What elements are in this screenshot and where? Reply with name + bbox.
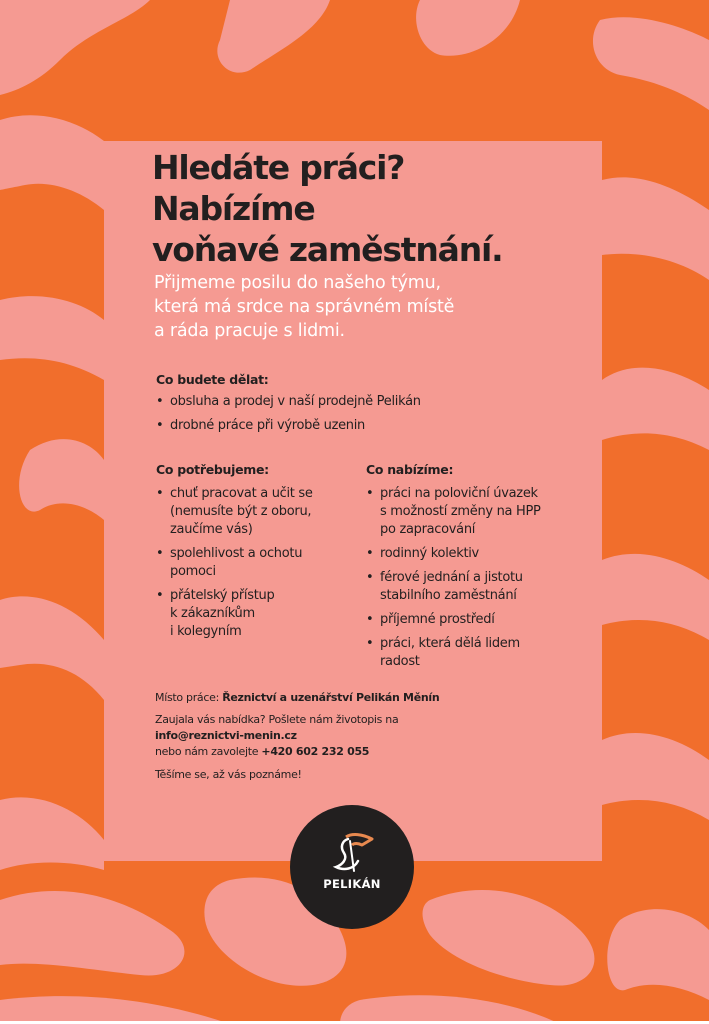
subline-line: Přijmeme posilu do našeho týmu, — [154, 273, 441, 293]
list-item: • obsluha a prodej v naší prodejně Pelikán — [156, 393, 556, 411]
list-item: • rodinný kolektiv — [366, 545, 591, 563]
workplace-line — [155, 690, 439, 706]
contact-intro: Zaujala vás nabídka? Pošlete nám životopis na — [155, 713, 399, 726]
benefits-list — [366, 485, 591, 677]
subline — [154, 271, 454, 343]
list-item: • spolehlivost a ochotu pomoci — [156, 545, 356, 581]
headline-line: Hledáte práci? — [152, 148, 405, 187]
email-link[interactable]: info@reznictvi-menin.cz — [155, 729, 297, 742]
workplace-value: Řeznictví a uzenářství Pelikán Měnín — [222, 691, 440, 704]
contact-block — [155, 712, 398, 760]
section-title-need: Co potřebujeme: — [156, 462, 269, 477]
section-title-offer: Co nabízíme: — [366, 462, 454, 477]
subline-line: která má srdce na správném místě — [154, 297, 455, 317]
section-title-do: Co budete dělat: — [156, 372, 269, 387]
list-item: • drobné práce při výrobě uzenin — [156, 417, 556, 435]
headline-line: Nabízíme — [152, 189, 315, 228]
list-item: • příjemné prostředí — [366, 611, 591, 629]
phone-link[interactable]: +420 602 232 055 — [261, 745, 370, 758]
requirements-list — [156, 485, 356, 647]
call-prefix: nebo nám zavolejte — [155, 745, 259, 758]
logo-text: PELIKÁN — [323, 877, 381, 891]
list-item: • férové jednání a jistotu stabilního zaměstnání — [366, 569, 591, 605]
pelikan-logo — [290, 805, 414, 929]
closing-text: Těšíme se, až vás poznáme! — [155, 768, 302, 781]
headline-line: voňavé zaměstnání. — [152, 230, 503, 269]
workplace-label: Místo práce: — [155, 691, 219, 704]
subline-line: a ráda pracuje s lidmi. — [154, 321, 345, 341]
list-item: • práci, která dělá lidem radost — [366, 635, 591, 671]
list-item: • přátelský přístup k zákazníkům i kolegyním — [156, 587, 356, 641]
duties-list — [156, 393, 556, 441]
pelican-icon — [328, 831, 376, 877]
headline — [152, 147, 503, 270]
list-item: • chuť pracovat a učit se (nemusíte být z oboru, zaučíme vás) — [156, 485, 356, 539]
list-item: • práci na poloviční úvazek s možností změny na HPP po zapracování — [366, 485, 591, 539]
